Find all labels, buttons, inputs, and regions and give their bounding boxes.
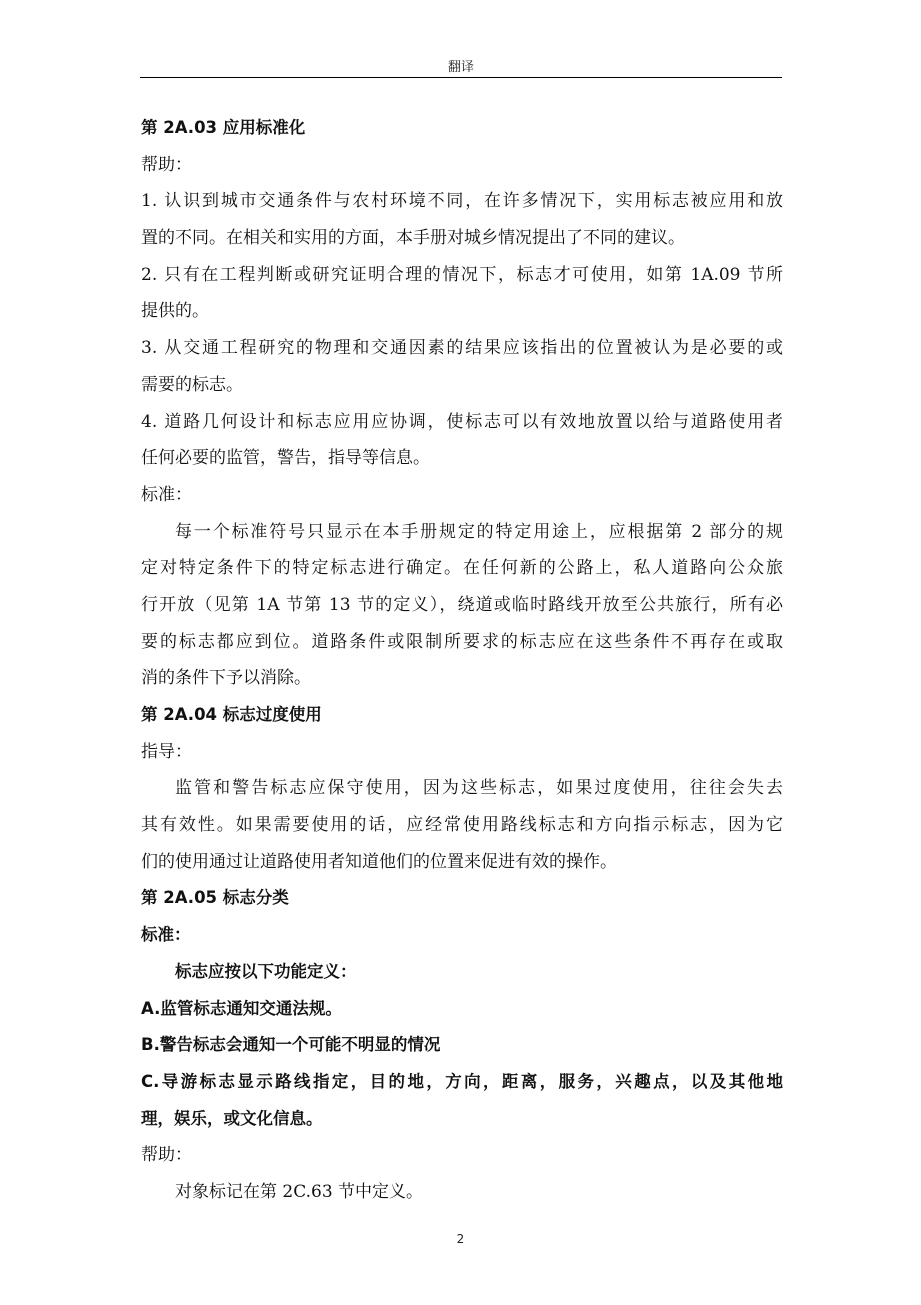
section-heading: 第 2A.05 标志分类 <box>141 888 289 908</box>
section-heading: 第 2A.03 应用标准化 <box>141 118 306 137</box>
list-item-text: C.导游标志显示路线指定，目的地，方向，距离，服务，兴趣点，以及其他地 <box>141 1071 783 1091</box>
standard-label: 标准： <box>141 925 191 945</box>
list-item-text: 1. 认识到城市交通条件与农村环境不同，在许多情况下，实用标志被应用和放 <box>141 191 783 212</box>
paragraph-line: 要的标志都应到位。道路条件或限制所要求的标志应在这些条件不再存在或取 <box>141 631 783 652</box>
paragraph-line: 其有效性。如果需要使用的话，应经常使用路线标志和方向指示标志，因为它 <box>141 815 783 836</box>
guidance-label: 指导： <box>141 741 192 762</box>
paragraph-line: 每一个标准符号只显示在本手册规定的特定用途上，应根据第 2 部分的规 <box>175 521 783 542</box>
paragraph-line: 们的使用通过让道路使用者知道他们的位置来促进有效的操作。 <box>141 851 617 872</box>
paragraph-line: 消的条件下予以消除。 <box>141 668 311 689</box>
support-label: 帮助： <box>141 154 192 175</box>
paragraph-line: 标志应按以下功能定义： <box>175 961 357 981</box>
list-item-text: 4. 道路几何设计和标志应用应协调，使标志可以有效地放置以给与道路使用者 <box>141 411 783 432</box>
list-item-text: 理，娱乐，或文化信息。 <box>141 1108 323 1128</box>
list-item-text: 任何必要的监管，警告，指导等信息。 <box>141 448 430 469</box>
list-item-text: 置的不同。在相关和实用的方面，本手册对城乡情况提出了不同的建议。 <box>141 228 685 249</box>
support-label: 帮助： <box>141 1145 192 1166</box>
list-item-text: 需要的标志。 <box>141 374 243 395</box>
list-item-text: 2. 只有在工程判断或研究证明合理的情况下，标志才可使用，如第 1A.09 节所 <box>141 264 783 285</box>
document-body <box>141 110 783 1211</box>
paragraph-line: 行开放（见第 1A 节第 13 节的定义），绕道或临时路线开放至公共旅行，所有必 <box>141 594 783 615</box>
header-divider <box>140 77 782 78</box>
paragraph-line: 对象标记在第 2C.63 节中定义。 <box>175 1181 424 1202</box>
list-item-text: 3. 从交通工程研究的物理和交通因素的结果应该指出的位置被认为是必要的或 <box>141 338 783 359</box>
page-number: 2 <box>456 1232 465 1246</box>
section-heading: 第 2A.04 标志过度使用 <box>141 705 322 724</box>
paragraph-line: 监管和警告标志应保守使用，因为这些标志，如果过度使用，往往会失去 <box>175 778 783 799</box>
paragraph-line: 定对特定条件下的特定标志进行确定。在任何新的公路上，私人道路向公众旅 <box>141 558 783 579</box>
standard-label: 标准： <box>141 484 192 505</box>
list-item-text: 提供的。 <box>141 301 209 322</box>
list-item-text: B.警告标志会通知一个可能不明显的情况 <box>141 1035 441 1055</box>
page-header-title: 翻译 <box>447 60 474 75</box>
list-item-text: A.监管标志通知交通法规。 <box>141 998 342 1018</box>
